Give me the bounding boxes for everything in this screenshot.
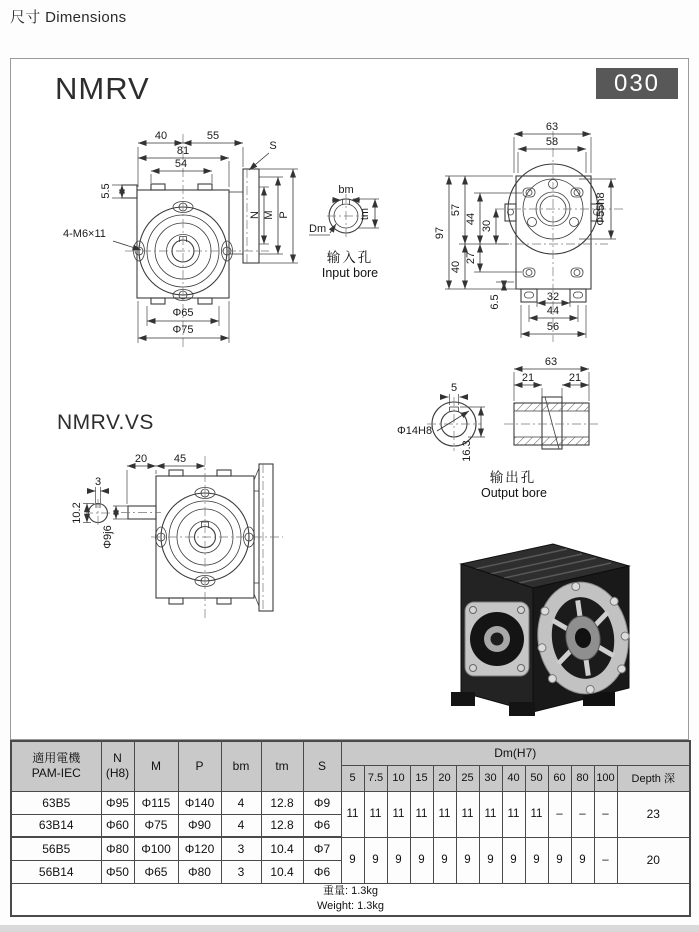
cell-n: Φ50 <box>101 860 134 883</box>
cell-dm: 11 <box>502 791 525 837</box>
cell-dm: 11 <box>341 791 364 837</box>
weight-note <box>11 883 690 916</box>
cell-dm: 11 <box>479 791 502 837</box>
header-n-top: N <box>113 750 122 765</box>
header-dm-col: 20 <box>433 765 456 791</box>
cell-dm: 9 <box>410 837 433 883</box>
page-bottom-edge <box>0 925 699 932</box>
header-bm: bm <box>221 741 261 791</box>
header-n <box>101 741 134 791</box>
cell-dm: – <box>594 837 617 883</box>
header-dm-col: 15 <box>410 765 433 791</box>
dim-44b-label: 44 <box>546 305 560 317</box>
model-vs-title: NMRV.VS <box>57 411 154 434</box>
dia-14h8-label: Φ14H8 <box>397 425 433 437</box>
dim-32-label: 32 <box>546 291 560 303</box>
cell-s: Φ7 <box>303 837 341 860</box>
dim-57-label: 57 <box>450 203 462 217</box>
dim-54-label: 54 <box>174 158 188 170</box>
photo-front-flange <box>465 602 529 676</box>
dim-21r-label: 21 <box>568 372 582 384</box>
header-pam-en: PAM-IEC <box>31 766 81 781</box>
cell-model: 56B14 <box>11 860 101 883</box>
header-dm: Dm(H7) <box>341 741 690 765</box>
cell-bm: 3 <box>221 837 261 860</box>
header-p: P <box>178 741 221 791</box>
cell-dm: 11 <box>410 791 433 837</box>
cell-p: Φ90 <box>178 814 221 837</box>
dm-label: Dm <box>309 223 327 235</box>
header-dm-col: 40 <box>502 765 525 791</box>
cell-dm: – <box>594 791 617 837</box>
cell-dm: 9 <box>479 837 502 883</box>
cell-depth: 20 <box>617 837 690 883</box>
cell-s: Φ9 <box>303 791 341 814</box>
cell-m: Φ100 <box>134 837 178 860</box>
cell-depth: 23 <box>617 791 690 837</box>
cell-p: Φ140 <box>178 791 221 814</box>
header-dm-col: 7.5 <box>364 765 387 791</box>
header-pam <box>11 741 101 791</box>
dia-75-label: Φ75 <box>172 324 194 336</box>
page-title: 尺寸 Dimensions <box>10 9 127 26</box>
dia-65-label: Φ65 <box>172 307 194 319</box>
dim-16-3-label: 16.3 <box>461 440 473 462</box>
cell-n: Φ60 <box>101 814 134 837</box>
cell-bm: 4 <box>221 814 261 837</box>
cell-model: 63B14 <box>11 814 101 837</box>
dim-5-5-label: 5.5 <box>100 183 112 199</box>
cell-n: Φ80 <box>101 837 134 860</box>
bm-label: bm <box>338 184 354 196</box>
cell-model: 56B5 <box>11 837 101 860</box>
dimensions-panel <box>10 58 689 740</box>
cell-tm: 12.8 <box>261 814 303 837</box>
model-title: NMRV <box>55 71 150 106</box>
output-bore-shape <box>427 397 599 451</box>
header-dm-col: 50 <box>525 765 548 791</box>
cell-bm: 4 <box>221 791 261 814</box>
cell-dm: 11 <box>525 791 548 837</box>
dim-45-label: 45 <box>173 453 187 465</box>
screws-label: 4-M6×11 <box>63 228 106 240</box>
cell-m: Φ65 <box>134 860 178 883</box>
input-bore-drawing <box>299 181 401 286</box>
side-view-drawing <box>436 119 646 343</box>
header-dm-col: 25 <box>456 765 479 791</box>
cell-m: Φ75 <box>134 814 178 837</box>
cell-dm: 11 <box>433 791 456 837</box>
label-n: N <box>249 211 261 219</box>
dim-21l-label: 21 <box>521 372 535 384</box>
cell-dm: 9 <box>456 837 479 883</box>
cell-tm: 10.4 <box>261 837 303 860</box>
dim-56-label: 56 <box>546 321 560 333</box>
dim-40-label: 40 <box>450 260 462 274</box>
dim-30-label: 30 <box>481 219 493 233</box>
header-dm-col: 5 <box>341 765 364 791</box>
cell-p: Φ80 <box>178 860 221 883</box>
output-bore-caption-en: Output bore <box>480 486 548 500</box>
header-dm-col: 10 <box>387 765 410 791</box>
header-dm-col: 30 <box>479 765 502 791</box>
header-dm-col: 80 <box>571 765 594 791</box>
cell-bm: 3 <box>221 860 261 883</box>
cell-dm: 9 <box>502 837 525 883</box>
table-row <box>11 791 690 814</box>
cell-dm: 9 <box>364 837 387 883</box>
product-photo <box>433 526 641 719</box>
weight-row <box>11 883 690 916</box>
cell-s: Φ6 <box>303 814 341 837</box>
dim-27-label: 27 <box>465 251 477 265</box>
cell-model: 63B5 <box>11 791 101 814</box>
header-tm: tm <box>261 741 303 791</box>
label-m: M <box>263 210 275 220</box>
header-dm-col: 60 <box>548 765 571 791</box>
header-dm-col: 100 <box>594 765 617 791</box>
dim-40-label: 40 <box>154 130 168 142</box>
weight-en: Weight: 1.3kg <box>316 900 385 913</box>
input-bore-caption-en: Input bore <box>321 266 379 280</box>
side-view-dimensions <box>434 121 616 338</box>
cell-dm: 9 <box>571 837 594 883</box>
cell-s: Φ6 <box>303 860 341 883</box>
cell-dm: 9 <box>548 837 571 883</box>
cell-dm: 11 <box>387 791 410 837</box>
dim-63b-label: 63 <box>544 356 558 368</box>
input-bore-dimensions <box>309 184 379 235</box>
output-bore-caption-zh: 输出孔 <box>489 470 537 485</box>
header-s: S <box>303 741 341 791</box>
tm-label: tm <box>359 207 371 221</box>
cell-m: Φ115 <box>134 791 178 814</box>
cell-dm: 9 <box>433 837 456 883</box>
dia-55h8-label: Φ55h8 <box>595 192 607 226</box>
spec-table <box>10 740 691 917</box>
cell-dm: 11 <box>364 791 387 837</box>
cell-tm: 10.4 <box>261 860 303 883</box>
input-bore-caption-zh: 输入孔 <box>326 250 374 265</box>
header-depth: Depth 深 <box>617 765 690 791</box>
dim-6-5-label: 6.5 <box>489 294 501 310</box>
label-s: S <box>269 140 277 152</box>
header-m: M <box>134 741 178 791</box>
dim-5-label: 5 <box>450 382 458 394</box>
front-view-outline <box>122 134 269 348</box>
cell-dm: 9 <box>387 837 410 883</box>
cell-dm: 11 <box>456 791 479 837</box>
dia-9j6-label: Φ9j6 <box>102 525 114 549</box>
label-p: P <box>278 211 290 219</box>
output-bore-drawing <box>391 353 653 501</box>
dim-55-label: 55 <box>206 130 220 142</box>
cell-dm: 9 <box>525 837 548 883</box>
dim-10-2-label: 10.2 <box>71 502 83 524</box>
cell-dm: – <box>571 791 594 837</box>
size-badge: 030 <box>596 68 678 99</box>
dim-20-label: 20 <box>134 453 148 465</box>
dim-81-label: 81 <box>176 145 190 157</box>
cell-tm: 12.8 <box>261 791 303 814</box>
vs-view-dimensions <box>71 453 205 549</box>
vs-view-drawing <box>71 451 341 626</box>
dim-3-label: 3 <box>94 476 102 488</box>
dim-97-label: 97 <box>434 226 446 240</box>
dim-63-label: 63 <box>545 121 559 133</box>
cell-p: Φ120 <box>178 837 221 860</box>
header-n-bottom: (H8) <box>105 766 130 781</box>
cell-dm: 9 <box>341 837 364 883</box>
table-row <box>11 837 690 860</box>
cell-n: Φ95 <box>101 791 134 814</box>
weight-zh: 重量: 1.3kg <box>323 884 379 897</box>
header-pam-zh: 適用電機 <box>32 750 81 765</box>
dim-58-label: 58 <box>545 136 559 148</box>
dim-44-label: 44 <box>465 212 477 226</box>
cell-dm: – <box>548 791 571 837</box>
